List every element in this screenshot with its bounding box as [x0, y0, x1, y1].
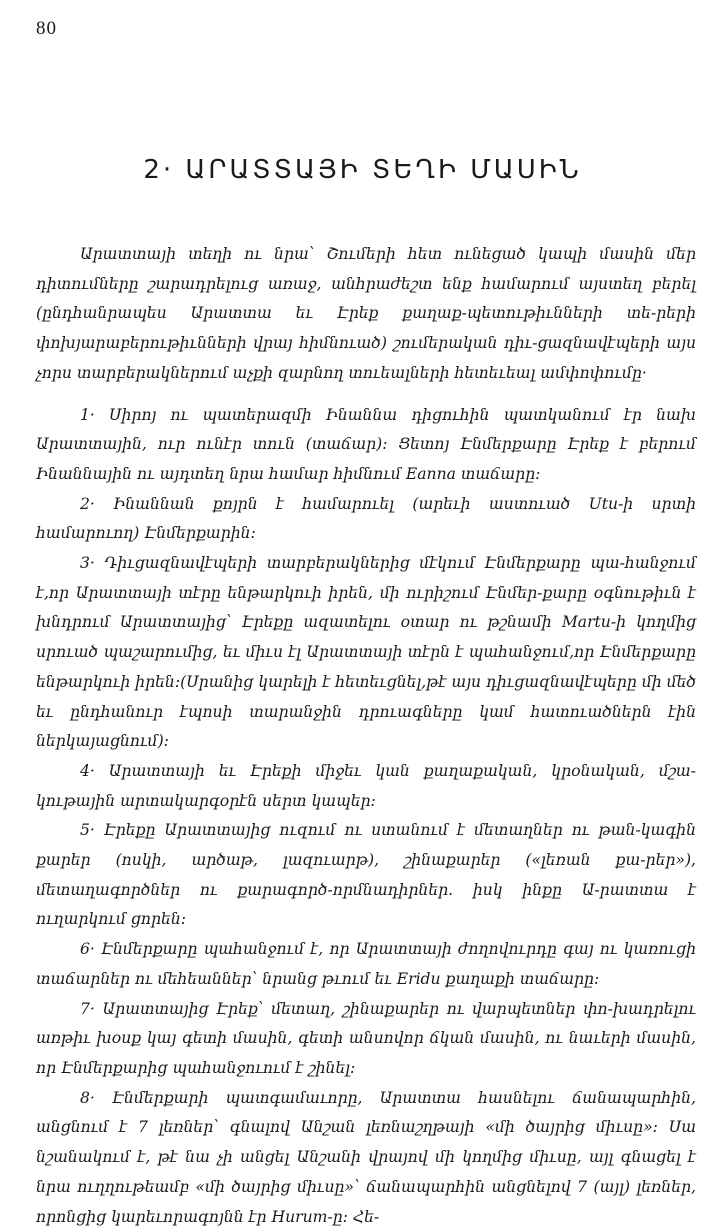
paragraph-point-3: 3· Դիւցազնավէպերի տարբերակներից մէկում Էնմերքարը պա-հանջում է,որ Արատտայի տէրը ենթարկուի իրեն, մի ուրիշում Էնմեր-քարը օգնութիւն է խնդրում Արատտայից՝ Էրեքը ազատելու օտար ու թշնամի Martu-ի կողմից սրուած պաշարումից, եւ միւս էլ Արատտայի տէրն է պահանջում,որ Էնմերքարը ենթարկուի իրեն։(Սրանից կարելի է հետեւցնել,թէ այս դիւցազնավէպերը մի մեծ եւ ընդհանուր էպոսի տարանջին դրուագները կամ հատուածներն էին ներկայացնում)։ [36, 554, 697, 751]
paragraph-point-2: 2· Ինաննան քոյրն է համարուել (արեւի աստուած Utu-ի սրտի համարուող) Էնմերքարին։ [36, 494, 696, 543]
chapter-title: 2· ԱՐԱՏՏԱՅԻ ՏԵՂԻ ՄԱՍԻՆ [143, 155, 582, 185]
paragraph-intro: Արատտայի տեղի ու նրա՝ Շումերի հետ ունեցած կապի մասին մեր դիտումները շարադրելուց առաջ, անհրաժեշտ ենք համարում այստեղ բերել (ընդհանրապես Արատտա եւ Էրեք քաղաք-պետութիւնների տե-րերի փոխյարաբերութիւնների վրայ հիմնուած) շումերական դիւ-ցազնավէպերի այս չորս տարբերակներում աչքի զարնող տուեալների հետեւեալ ամփոփումը· [36, 245, 696, 382]
paragraph-point-5: 5· Էրեքը Արատտայից ուզում ու ստանում է մետաղներ ու թան-կագին քարեր (ոսկի, արծաթ, լազուարթ), շինաքարեր («լեռան քա-րեր»), մետաղագործներ ու քարագործ-որմնադիրներ. իսկ ինքը Ա-րատտա է ուղարկում ցորեն։ [36, 821, 696, 929]
paragraph-point-4: 4· Արատտայի եւ Էրեքի միջեւ կան քաղաքական, կրօնական, մշա-կութային արտակարգօրէն սերտ կապեր։ [36, 761, 696, 810]
page-number: 80 [36, 18, 57, 39]
paragraph-point-6: 6· Էնմերքարը պահանջում է, որ Արատտայի ժողովուրդը գայ ու կառուցի տաճարներ ու մեհեաններ՝ նրանց թւում եւ Eridu քաղաքի տաճարը։ [36, 940, 696, 988]
body-text [36, 240, 696, 1232]
paragraph-point-1: 1· Սիրոյ ու պատերազմի Ինաննա դիցուհին պատկանում էր նախ Արատտային, ուր ունէր տուն (տաճար)։ Ցետոյ Էնմերքարը Էրեք է բերում Ինաննային ու այդտեղ նրա համար հիմնում Eanna տաճարը։ [36, 405, 696, 483]
paragraph-point-7: 7· Արատտայից Էրեք՝ մետաղ, շինաքարեր ու վարպետներ փո-խադրելու առթիւ խօսք կայ գետի մասին, գետի անսովոր ճկան մասին, ու նաւերի մասին, որ Էնմերքարից պահանջուում է շինել։ [36, 999, 696, 1077]
paragraph-point-8: 8· Էնմերքարի պատգամաւորը, Արատտա հասնելու ճանապարհին, անցնում է 7 լեռներ՝ գնալով Անշան լեռնաշղթայի «մի ծայրից միւսը»։ Սա նշանակում է, թէ նա չի անցել Անշանի վրայով մի կողմից միւսը, այլ գնացել է նրա ուղղութեամբ «մի ծայրից միւսը»՝ ճանապարհին անցնելով 7 (այլ) լեռներ, որոնցից կարեւորագոյնն էր Hurum-ը։ Հե- [36, 1088, 696, 1226]
